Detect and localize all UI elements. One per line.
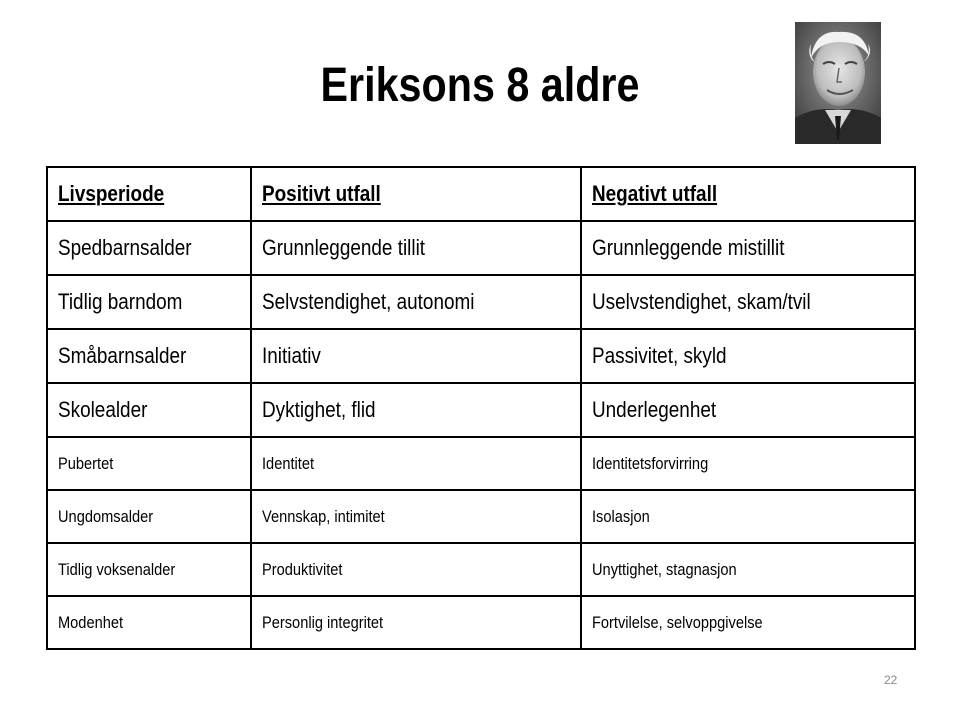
- table-header-row: [47, 167, 915, 221]
- table-cell: Selvstendighet, autonomi: [251, 275, 581, 329]
- table-row: [47, 543, 915, 596]
- table-row: [47, 437, 915, 490]
- table-cell: Dyktighet, flid: [251, 383, 581, 437]
- table-cell: Personlig integritet: [251, 596, 581, 649]
- table-cell: Initiativ: [251, 329, 581, 383]
- table-cell: Produktivitet: [251, 543, 581, 596]
- header-cell: Positivt utfall: [251, 167, 581, 221]
- table-cell: Spedbarnsalder: [47, 221, 251, 275]
- table-row: [47, 490, 915, 543]
- table-cell: Skolealder: [47, 383, 251, 437]
- page-number: 22: [884, 673, 898, 687]
- table-cell: Modenhet: [47, 596, 251, 649]
- table-cell: Unyttighet, stagnasjon: [581, 543, 915, 596]
- table-cell: Identitet: [251, 437, 581, 490]
- table-cell: Fortvilelse, selvoppgivelse: [581, 596, 915, 649]
- table-cell: Isolasjon: [581, 490, 915, 543]
- table-row: [47, 329, 915, 383]
- table-cell: Ungdomsalder: [47, 490, 251, 543]
- header-cell: Livsperiode: [47, 167, 251, 221]
- table-cell: Grunnleggende mistillit: [581, 221, 915, 275]
- table-cell: Tidlig voksenalder: [47, 543, 251, 596]
- table-cell: Vennskap, intimitet: [251, 490, 581, 543]
- erikson-portrait-photo: [795, 22, 881, 144]
- table-cell: Småbarnsalder: [47, 329, 251, 383]
- table-cell: Underlegenhet: [581, 383, 915, 437]
- table-row: [47, 221, 915, 275]
- header-cell: Negativt utfall: [581, 167, 915, 221]
- slide-title: Eriksons 8 aldre: [320, 59, 640, 112]
- table-cell: Uselvstendighet, skam/tvil: [581, 275, 915, 329]
- table-row: [47, 596, 915, 649]
- erikson-stages-table: [46, 166, 916, 650]
- table-cell: Tidlig barndom: [47, 275, 251, 329]
- table-row: [47, 383, 915, 437]
- table-cell: Identitetsforvirring: [581, 437, 915, 490]
- table-cell: Grunnleggende tillit: [251, 221, 581, 275]
- table-row: [47, 275, 915, 329]
- table-cell: Passivitet, skyld: [581, 329, 915, 383]
- table-cell: Pubertet: [47, 437, 251, 490]
